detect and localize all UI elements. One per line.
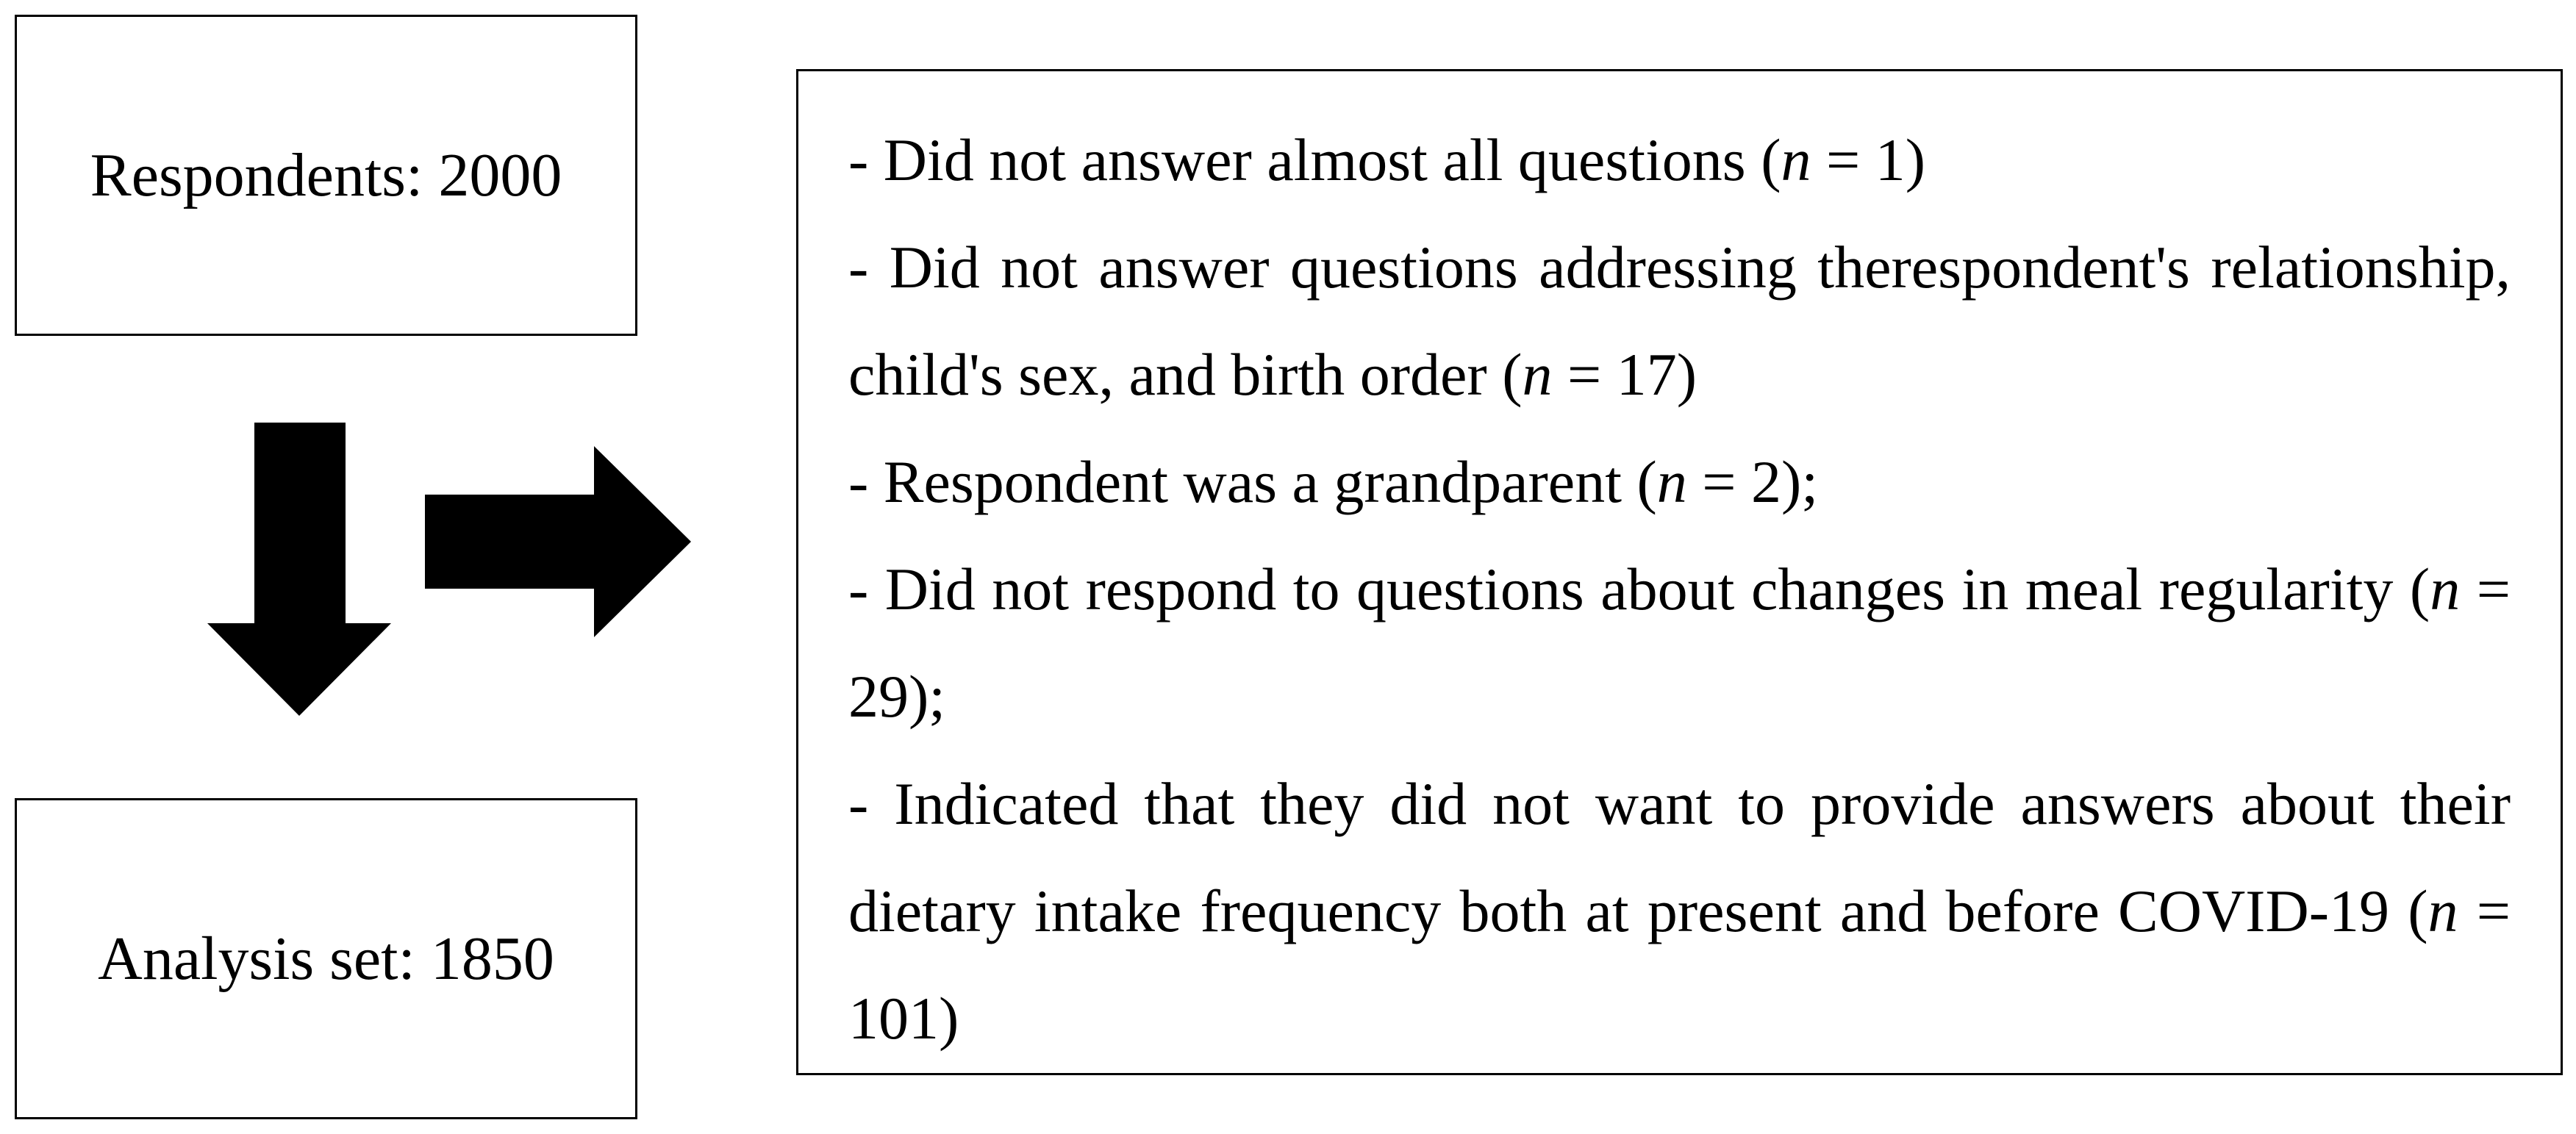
right-arrow-icon: [425, 446, 691, 637]
respondents-label: Respondents: 2000: [90, 140, 562, 209]
exclusion-item: - Did not answer questions addressing therespondent's relationship, child's sex, and birth order (n = 17): [848, 234, 2511, 408]
exclusion-item: - Did not respond to questions about changes in meal regularity (n = 29);: [848, 556, 2511, 730]
exclusion-item: - Respondent was a grandparent (n = 2);: [848, 448, 1819, 515]
down-arrow-icon: [207, 423, 391, 716]
exclusion-item: - Indicated that they did not want to provide answers about their dietary intake frequency both at present and before COVID-19 (n = 101): [848, 770, 2511, 1052]
exclusion-item: - Did not answer almost all questions (n = 1): [848, 126, 1926, 193]
analysis-set-label: Analysis set: 1850: [98, 924, 554, 993]
